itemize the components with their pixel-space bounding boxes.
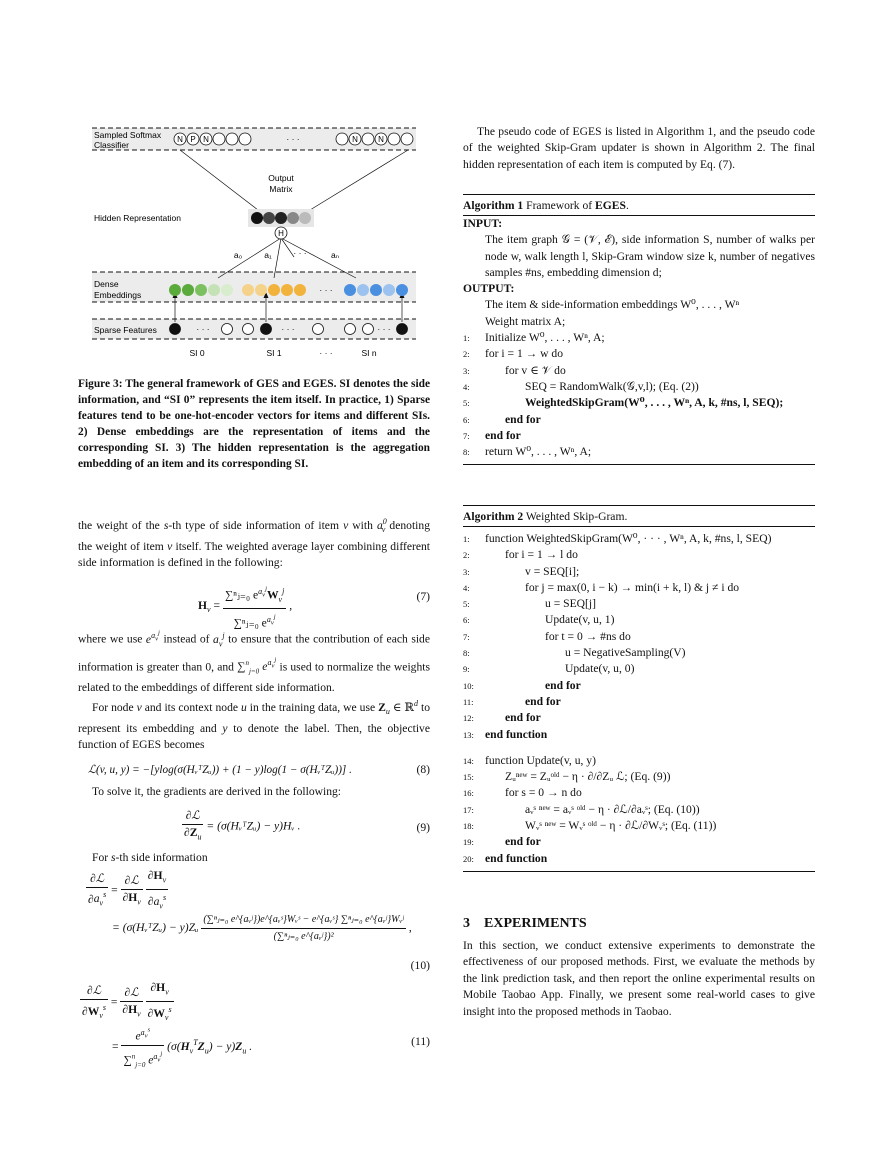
sparse-features-label: Sparse Features (94, 325, 157, 335)
line-number: 9: (463, 664, 470, 675)
sampled-softmax-label: Sampled Softmax (94, 130, 162, 140)
figure-3-caption: Figure 3: The general framework of GES and EGES. SI denotes the side information, and “SI 0” represents the item itself. In practice, 1) Sparse features tend to be one-hot-encoder vectors for items and different SIs. 2) Dense embeddings are the representation of items and the corresponding SI. 3) The hidden representation is the aggregation embedding of an item and its corresponding SI. (78, 378, 430, 470)
line-number: 8: (463, 648, 470, 659)
algorithm-line (463, 710, 815, 726)
dense-label-2: Embeddings (94, 290, 142, 300)
algorithm-line (463, 379, 815, 395)
line-number: 10: (463, 680, 474, 691)
algorithm-line (463, 727, 815, 743)
equation-7: $H_v$ = $\frac{\sum^nⱼ_{=0} e^{a_v^j}W_v^j}{\sum^nⱼ_{=0} e^{a_v^j}}$ , (7) (78, 577, 430, 619)
line-number: 7: (463, 430, 470, 441)
algorithm-line (463, 661, 815, 677)
softmax-dots: · · · (286, 134, 300, 144)
algorithm-1-title: Algorithm 1 Framework of EGES. (463, 194, 815, 216)
line-code: end for (545, 678, 581, 692)
algorithm-line (463, 547, 815, 563)
alpha-dots-label: · · · (293, 248, 307, 258)
sparse-dots-1: · · · (196, 324, 210, 334)
classifier-label: Classifier (94, 140, 129, 150)
dense-embedding-si0 (169, 284, 233, 296)
algorithm-1-input-label: INPUT: (463, 217, 503, 230)
line-code: function Update(v, u, y) (485, 753, 596, 767)
dense-embedding-si1 (242, 284, 306, 296)
si-dots-label: · · · (319, 348, 333, 358)
line-number: 13: (463, 729, 474, 740)
line-code: end for (505, 412, 541, 426)
hidden-representation-label: Hidden Representation (94, 213, 181, 223)
softmax-node-label: N (177, 135, 183, 144)
line-number: 5: (463, 599, 470, 610)
line-code: end for (485, 428, 521, 442)
figure-3-diagram (88, 122, 440, 362)
algorithm-line (463, 785, 815, 801)
algorithm-line (463, 428, 815, 444)
algorithm-line (463, 346, 815, 362)
dense-label-1: Dense (94, 279, 119, 289)
algorithm-2-title: Algorithm 2 Weighted Skip-Gram. (463, 505, 815, 527)
algorithm-line (463, 564, 815, 580)
line-code: for j = max(0, i − k) → min(i + k, l) & j ≠ i do (525, 580, 740, 594)
left-body (78, 514, 430, 1068)
line-code: for s = 0 → n do (505, 786, 582, 800)
si0-label: SI 0 (189, 348, 205, 358)
line-code: Initialize W⁰, . . . , Wⁿ, A; (485, 331, 605, 345)
line-code: Update(v, u, 1) (545, 613, 615, 627)
an-label: aₙ (330, 250, 340, 260)
algorithm-line (463, 834, 815, 850)
algorithm-line (463, 395, 815, 411)
algorithm-line (463, 580, 815, 596)
line-number: 12: (463, 713, 474, 724)
softmax-node-label: P (190, 135, 196, 144)
softmax-node (336, 133, 348, 145)
line-number: 6: (463, 414, 470, 425)
si1-label: SI 1 (266, 348, 282, 358)
equation-9: $\frac{\text{∂ℒ}}{\partial Z_u}$ = (σ(HᵥᵀZᵤ) − y)Hᵥ . (9) (184, 809, 430, 842)
algorithm-line (463, 818, 815, 834)
line-code: end for (525, 694, 561, 708)
softmax-node (239, 133, 251, 145)
section-3-paragraph: In this section, we conduct extensive experiments to demonstrate the effectiveness of our proposed methods. First, we evaluate the methods by the link prediction task, and then report the online experimental results on Mobile Taobao App. Finally, we present some real-world cases to give insight into the proposed methods in Taobao. (463, 939, 815, 1018)
h-node-label: H (278, 229, 284, 238)
line-number: 3: (463, 365, 470, 376)
line-number: 16: (463, 788, 474, 799)
algorithm-1-lines (463, 330, 815, 464)
line-code: u = SEQ[j] (545, 597, 596, 611)
line-number: 8: (463, 447, 470, 458)
line-code: end function (485, 727, 548, 741)
line-number: 19: (463, 837, 474, 848)
sparse-dots-2: · · · (281, 324, 295, 334)
algorithm-line (463, 629, 815, 645)
algorithm-1 (463, 194, 815, 465)
paragraph-context: For node v and its context node u in the training data, we use $Z_u$ ∈ ℝ$^d$ to represent its embedding and y to denote the label. Then, the objective function of EGES becomes (78, 699, 431, 752)
line-code: end for (505, 711, 541, 725)
line-code: for t = 0 → #ns do (545, 629, 631, 643)
line-number: 14: (463, 755, 474, 766)
line-number: 4: (463, 582, 470, 593)
a1-label: a₁ (264, 250, 272, 260)
sparse-dots-3: · · · (377, 324, 391, 334)
softmax-node-label: N (352, 135, 358, 144)
output-matrix-label-1: Output (268, 173, 294, 183)
line-number: 17: (463, 804, 474, 815)
softmax-node-group (174, 133, 413, 145)
line-number: 7: (463, 631, 470, 642)
softmax-node-label: N (378, 135, 384, 144)
algorithm-line (463, 694, 815, 710)
section-3-heading: 3 EXPERIMENTS (463, 916, 587, 931)
output-matrix-label-2: Matrix (269, 184, 293, 194)
line-number: 3: (463, 566, 470, 577)
line-number: 2: (463, 349, 470, 360)
line-code: for i = 1 → l do (505, 548, 578, 562)
line-code: end for (505, 835, 541, 849)
line-code: Wᵥˢ ⁿᵉʷ = Wᵥˢ ᵒˡᵈ − η · ∂ℒ/∂Wᵥˢ; (Eq. (11)) (525, 819, 717, 833)
paragraph-exp: where we use $e^{a_v^j}$ instead of $a_v^j$ to ensure that the contribution of each side information is greater than 0, and ∑$^n_{j=0}$ $e^{a_v^j}$ is used to normalize the weights related to the embeddings of different side information. (78, 629, 430, 694)
paragraph-side-info: For s-th side information (92, 851, 208, 865)
algorithm-1-input-text: The item graph 𝒢 = (𝒱, ℰ), side information S, number of walks per node w, walk length l, Skip-Gram window size k, number of negatives samples #ns, embedding dimension d; (485, 233, 815, 279)
algorithm-line (463, 412, 815, 428)
line-code: aᵥˢ ⁿᵉʷ = aᵥˢ ᵒˡᵈ − η · ∂ℒ/∂aᵥˢ; (Eq. (10)) (525, 802, 700, 816)
line-number: 15: (463, 772, 474, 783)
algorithm-2-lines (463, 527, 815, 871)
softmax-node (388, 133, 400, 145)
algorithm-line (463, 363, 815, 379)
sin-label: SI n (361, 348, 377, 358)
algorithm-line (463, 596, 815, 612)
algorithm-line (463, 444, 815, 460)
algorithm-line (463, 531, 815, 547)
line-code: for v ∈ 𝒱 do (505, 363, 566, 377)
line-code: end function (485, 851, 548, 865)
line-number: 11: (463, 696, 474, 707)
algorithm-line (463, 851, 815, 867)
line-number: 2: (463, 550, 470, 561)
equation-10: $\frac{\text{∂ℒ}}{\partial a_v^s}$ = $\frac{\text{∂ℒ}}{\partial H_v}$ $\frac{\partial H_v}{\partial a_v^s}$ = (σ(HᵥᵀZᵤ) − y)Zᵤ $\frac{\text{(∑ⁿⱼ₌₀ e\textasciicircum{}\{aᵥʲ\})e\textasciicircum{}\{aᵥˢ\}Wᵥˢ − e\textasciicircum{}\{aᵥˢ\} ∑ⁿⱼ₌₀ e\textasciicircum{}\{aᵥʲ\}Wᵥʲ}}{\text{(∑ⁿⱼ₌₀ e\textasciicircum{}\{aᵥʲ\})²}}$ , (10) (88, 869, 430, 973)
algorithm-1-output-line-2: Weight matrix A; (485, 314, 566, 328)
softmax-node (213, 133, 225, 145)
line-code: return W⁰, . . . , Wⁿ, A; (485, 445, 592, 459)
line-code: WeightedSkipGram(W⁰, . . . , Wⁿ, A, k, #ns, l, SEQ); (525, 396, 784, 410)
algorithm-line (463, 753, 815, 769)
algorithm-1-output-label: OUTPUT: (463, 282, 515, 296)
intro-paragraph: The pseudo code of EGES is listed in Algorithm 1, and the pseudo code of the weighted Skip-Gram updater is shown in Algorithm 2. The final hidden representation of each item is computed by Eq. (7). (463, 125, 815, 171)
algorithm-1-output-line-1: The item & side-information embeddings W⁰, . . . , Wⁿ (485, 298, 740, 312)
paragraph-weight: the weight of the s-th type of side information of item v with $a^0_v$ denoting the weight of item v itself. The weighted average layer combining different side information is defined in the following: (78, 517, 430, 569)
algorithm-line (463, 769, 815, 785)
line-number: 18: (463, 821, 474, 832)
line-code: for i = 1 → w do (485, 347, 564, 361)
line-code: v = SEQ[i]; (525, 564, 580, 578)
softmax-node (362, 133, 374, 145)
line-number: 4: (463, 381, 470, 392)
algorithm-line (463, 802, 815, 818)
equation-8: ℒ(v, u, y) = −[ylog(σ(HᵥᵀZᵤ)) + (1 − y)log(1 − σ(HᵥᵀZᵤ))] . (8) (88, 762, 430, 776)
softmax-node-label: N (203, 135, 209, 144)
algorithm-line (463, 330, 815, 346)
line-code: Zᵤⁿᵉʷ = Zᵤᵒˡᵈ − η · ∂/∂Zᵤ ℒ; (Eq. (9)) (505, 770, 671, 784)
algorithm-2 (463, 505, 815, 872)
algorithm-line (463, 612, 815, 628)
line-code: function WeightedSkipGram(W⁰, · · · , Wⁿ, A, k, #ns, l, SEQ) (485, 532, 772, 545)
line-number: 6: (463, 615, 470, 626)
dense-embedding-sin (344, 284, 408, 296)
line-number: 20: (463, 853, 474, 864)
dense-dots-label: · · · (319, 285, 333, 295)
line-code: Update(v, u, 0) (565, 662, 635, 676)
equation-11: $\frac{\text{∂ℒ}}{\partial W_v^s}$ = $\frac{\text{∂ℒ}}{\partial H_v}$ $\frac{\partial H_v}{\partial W_v^s}$ = $\frac{e^{a_v^s}}{\sum^n_{j=0} e^{a_v^j}}$ $(\sigma(H_v^TZ_u) - y)Z_u$ . (11) (82, 981, 430, 1069)
line-code: u = NegativeSampling(V) (565, 646, 686, 660)
line-number: 5: (463, 398, 470, 409)
a0-label: a₀ (233, 250, 243, 260)
algorithm-line (463, 645, 815, 661)
line-number: 1: (463, 333, 470, 344)
line-code: SEQ = RandomWalk(𝒢,v,l); (Eq. (2)) (525, 379, 699, 393)
line-number: 1: (463, 534, 470, 544)
algorithm-line (463, 678, 815, 694)
softmax-node (401, 133, 413, 145)
paragraph-gradients: To solve it, the gradients are derived in the following: (92, 784, 342, 798)
softmax-node (226, 133, 238, 145)
